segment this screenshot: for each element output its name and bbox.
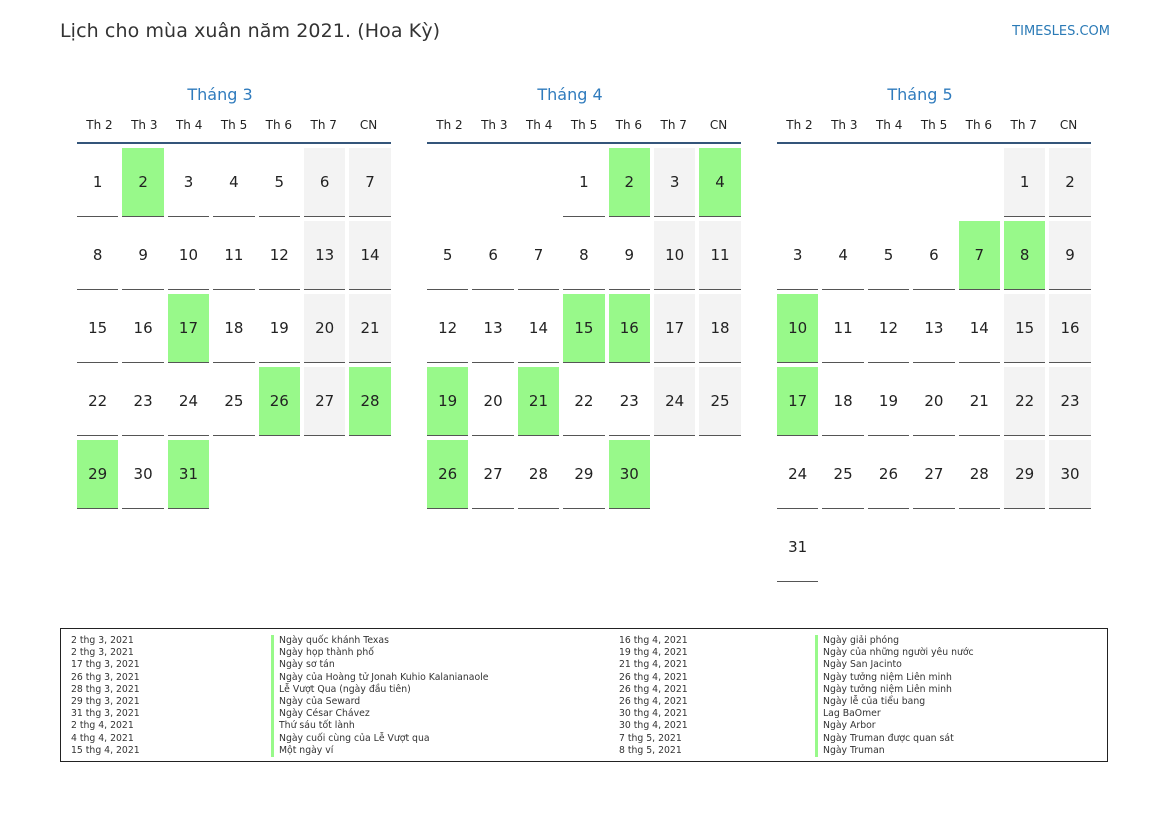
day-cell-holiday[interactable]: 10	[777, 294, 818, 363]
day-grid	[77, 148, 378, 509]
holiday-name: Ngày San Jacinto	[815, 659, 974, 671]
day-cell[interactable]: 10	[168, 221, 209, 290]
weekday-header	[427, 108, 741, 144]
day-cell[interactable]: 24	[654, 367, 695, 436]
holiday-name: Ngày quốc khánh Texas	[271, 635, 488, 647]
month-title: Tháng 3	[187, 85, 253, 104]
holiday-date: 17 thg 3, 2021	[71, 659, 140, 671]
day-cell[interactable]: 6	[472, 221, 513, 290]
day-cell[interactable]: 14	[959, 294, 1000, 363]
day-cell[interactable]: 20	[472, 367, 513, 436]
holiday-name: Ngày của Seward	[271, 696, 488, 708]
holiday-date: 26 thg 3, 2021	[71, 671, 140, 683]
weekday-label: Th 3	[131, 118, 158, 132]
day-cell[interactable]: 7	[518, 221, 559, 290]
holiday-dates-right	[619, 635, 688, 757]
day-cell[interactable]: 29	[563, 440, 604, 509]
day-cell-holiday[interactable]: 4	[699, 148, 740, 217]
holiday-name: Ngày tưởng niệm Liên minh	[815, 684, 974, 696]
day-cell[interactable]: 6	[913, 221, 954, 290]
holiday-date: 21 thg 4, 2021	[619, 659, 688, 671]
day-cell[interactable]: 1	[1004, 148, 1045, 217]
month-march	[60, 82, 378, 509]
day-cell[interactable]: 5	[427, 221, 468, 290]
empty-cell	[959, 148, 1000, 217]
day-cell[interactable]: 8	[563, 221, 604, 290]
weekday-label: Th 6	[615, 118, 643, 132]
day-cell-holiday[interactable]: 31	[168, 440, 209, 509]
weekday-label: CN	[709, 118, 728, 132]
day-cell[interactable]: 9	[122, 221, 163, 290]
empty-cell	[518, 148, 559, 217]
day-cell[interactable]: 22	[563, 367, 604, 436]
day-cell[interactable]: 6	[304, 148, 345, 217]
weekday-label: Th 6	[265, 118, 293, 132]
day-cell[interactable]: 30	[1049, 440, 1090, 509]
month-may	[760, 82, 1078, 582]
day-cell[interactable]: 11	[699, 221, 740, 290]
day-cell[interactable]: 25	[822, 440, 863, 509]
holiday-name: Ngày của Hoàng tử Jonah Kuhio Kalanianaole	[271, 672, 488, 684]
weekday-label: Th 7	[1010, 118, 1037, 132]
holiday-name: Ngày họp thành phố	[271, 647, 488, 659]
day-cell-holiday[interactable]: 7	[959, 221, 1000, 290]
day-cell[interactable]: 9	[1049, 221, 1090, 290]
day-cell-holiday[interactable]: 8	[1004, 221, 1045, 290]
day-cell[interactable]: 3	[168, 148, 209, 217]
day-cell-holiday[interactable]: 2	[122, 148, 163, 217]
day-cell[interactable]: 13	[304, 221, 345, 290]
day-cell[interactable]: 21	[349, 294, 390, 363]
day-cell[interactable]: 2	[1049, 148, 1090, 217]
holiday-date: 15 thg 4, 2021	[71, 744, 140, 756]
weekday-label: Th 5	[220, 118, 248, 132]
holiday-date: 19 thg 4, 2021	[619, 647, 688, 659]
weekday-label: Th 5	[570, 118, 598, 132]
day-cell[interactable]: 27	[472, 440, 513, 509]
weekday-label: Th 2	[786, 118, 813, 132]
day-cell[interactable]: 29	[1004, 440, 1045, 509]
holiday-names-right	[815, 635, 974, 757]
empty-cell	[777, 148, 818, 217]
day-cell[interactable]: 7	[349, 148, 390, 217]
day-cell[interactable]: 15	[77, 294, 118, 363]
day-cell[interactable]: 25	[699, 367, 740, 436]
day-cell[interactable]: 14	[518, 294, 559, 363]
holiday-date: 16 thg 4, 2021	[619, 635, 688, 646]
empty-cell	[868, 148, 909, 217]
day-cell[interactable]: 27	[913, 440, 954, 509]
day-cell[interactable]: 25	[213, 367, 254, 436]
day-cell[interactable]: 22	[77, 367, 118, 436]
holiday-name: Ngày Arbor	[815, 720, 974, 732]
day-cell-holiday[interactable]: 29	[77, 440, 118, 509]
day-cell[interactable]: 12	[868, 294, 909, 363]
day-cell[interactable]: 18	[822, 367, 863, 436]
day-cell[interactable]: 4	[213, 148, 254, 217]
day-cell[interactable]: 23	[1049, 367, 1090, 436]
day-cell-holiday[interactable]: 21	[518, 367, 559, 436]
day-cell[interactable]: 28	[959, 440, 1000, 509]
day-cell-holiday[interactable]: 16	[609, 294, 650, 363]
holiday-date: 30 thg 4, 2021	[619, 720, 688, 732]
weekday-label: Th 7	[310, 118, 337, 132]
day-cell[interactable]: 15	[1004, 294, 1045, 363]
day-cell[interactable]: 23	[609, 367, 650, 436]
day-cell[interactable]: 22	[1004, 367, 1045, 436]
holiday-name: Ngày sơ tán	[271, 659, 488, 671]
day-cell[interactable]: 27	[304, 367, 345, 436]
weekday-label: Th 3	[831, 118, 858, 132]
day-cell[interactable]: 31	[777, 513, 818, 582]
day-cell-holiday[interactable]: 2	[609, 148, 650, 217]
day-cell[interactable]: 21	[959, 367, 1000, 436]
day-cell[interactable]: 11	[822, 294, 863, 363]
day-cell[interactable]: 19	[259, 294, 300, 363]
holiday-name: Ngày tưởng niệm Liên minh	[815, 672, 974, 684]
day-grid	[427, 148, 728, 509]
holiday-list	[60, 628, 1108, 762]
day-cell[interactable]: 24	[777, 440, 818, 509]
day-cell[interactable]: 9	[609, 221, 650, 290]
holiday-date: 2 thg 3, 2021	[71, 647, 134, 659]
day-cell[interactable]: 16	[122, 294, 163, 363]
holiday-name: Ngày giải phóng	[815, 635, 974, 647]
holiday-dates-left	[71, 635, 140, 757]
page-title: Lịch cho mùa xuân năm 2021. (Hoa Kỳ)	[60, 20, 441, 42]
holiday-date: 28 thg 3, 2021	[71, 683, 140, 695]
day-cell[interactable]: 19	[868, 367, 909, 436]
holiday-name: Thứ sáu tốt lành	[271, 720, 488, 732]
holiday-date: 26 thg 4, 2021	[619, 695, 688, 707]
day-cell[interactable]: 23	[122, 367, 163, 436]
weekday-label: Th 4	[525, 118, 553, 132]
holiday-name: Ngày cuối cùng của Lễ Vượt qua	[271, 733, 488, 745]
day-cell[interactable]: 20	[913, 367, 954, 436]
holiday-date: 26 thg 4, 2021	[619, 683, 688, 695]
holiday-date: 29 thg 3, 2021	[71, 695, 140, 707]
holiday-names-left	[271, 635, 488, 757]
weekday-label: Th 6	[965, 118, 993, 132]
month-april	[410, 82, 728, 509]
holiday-name: Ngày lễ của tiểu bang	[815, 696, 974, 708]
day-cell[interactable]: 8	[77, 221, 118, 290]
month-title: Tháng 4	[537, 85, 603, 104]
day-grid	[777, 148, 1078, 582]
empty-cell	[472, 148, 513, 217]
holiday-date: 31 thg 3, 2021	[71, 708, 140, 720]
day-cell[interactable]: 16	[1049, 294, 1090, 363]
day-cell[interactable]: 12	[259, 221, 300, 290]
holiday-name: Lễ Vượt Qua (ngày đầu tiên)	[271, 684, 488, 696]
holiday-name: Ngày của những người yêu nước	[815, 647, 974, 659]
holiday-date: 2 thg 3, 2021	[71, 635, 134, 646]
day-cell[interactable]: 14	[349, 221, 390, 290]
day-cell-holiday[interactable]: 17	[168, 294, 209, 363]
holiday-date: 2 thg 4, 2021	[71, 720, 134, 732]
day-cell[interactable]: 30	[122, 440, 163, 509]
day-cell[interactable]: 5	[868, 221, 909, 290]
day-cell[interactable]: 13	[913, 294, 954, 363]
day-cell[interactable]: 4	[822, 221, 863, 290]
weekday-label: Th 4	[175, 118, 203, 132]
day-cell[interactable]: 1	[77, 148, 118, 217]
day-cell[interactable]: 10	[654, 221, 695, 290]
day-cell[interactable]: 13	[472, 294, 513, 363]
day-cell-holiday[interactable]: 15	[563, 294, 604, 363]
day-cell[interactable]: 24	[168, 367, 209, 436]
day-cell[interactable]: 11	[213, 221, 254, 290]
holiday-name: Lag BaOmer	[815, 708, 974, 720]
day-cell[interactable]: 5	[259, 148, 300, 217]
day-cell[interactable]: 18	[699, 294, 740, 363]
weekday-label: Th 7	[660, 118, 687, 132]
weekday-label: Th 4	[875, 118, 903, 132]
day-cell-holiday[interactable]: 26	[259, 367, 300, 436]
day-cell-holiday[interactable]: 28	[349, 367, 390, 436]
empty-cell	[822, 148, 863, 217]
weekday-label: Th 2	[86, 118, 113, 132]
day-cell-holiday[interactable]: 19	[427, 367, 468, 436]
day-cell[interactable]: 3	[777, 221, 818, 290]
weekday-label: CN	[1059, 118, 1078, 132]
holiday-date: 26 thg 4, 2021	[619, 671, 688, 683]
day-cell-holiday[interactable]: 30	[609, 440, 650, 509]
holiday-date: 30 thg 4, 2021	[619, 708, 688, 720]
holiday-date: 7 thg 5, 2021	[619, 732, 682, 744]
weekday-header	[77, 108, 391, 144]
weekday-label: Th 3	[481, 118, 508, 132]
holiday-name: Ngày Truman	[815, 745, 974, 757]
day-cell[interactable]: 18	[213, 294, 254, 363]
day-cell[interactable]: 17	[654, 294, 695, 363]
day-cell[interactable]: 1	[563, 148, 604, 217]
day-cell-holiday[interactable]: 26	[427, 440, 468, 509]
holiday-date: 4 thg 4, 2021	[71, 732, 134, 744]
weekday-label: CN	[359, 118, 378, 132]
empty-cell	[913, 148, 954, 217]
holiday-date: 8 thg 5, 2021	[619, 744, 682, 756]
day-cell-holiday[interactable]: 17	[777, 367, 818, 436]
day-cell[interactable]: 12	[427, 294, 468, 363]
day-cell[interactable]: 26	[868, 440, 909, 509]
holiday-name: Ngày César Chávez	[271, 708, 488, 720]
day-cell[interactable]: 3	[654, 148, 695, 217]
weekday-header	[777, 108, 1091, 144]
day-cell[interactable]: 28	[518, 440, 559, 509]
day-cell[interactable]: 20	[304, 294, 345, 363]
weekday-label: Th 5	[920, 118, 948, 132]
month-title: Tháng 5	[887, 85, 953, 104]
weekday-label: Th 2	[436, 118, 463, 132]
holiday-name: Một ngày ví	[271, 745, 488, 757]
site-link[interactable]: TIMESLES.COM	[1012, 24, 1110, 39]
empty-cell	[427, 148, 468, 217]
holiday-name: Ngày Truman được quan sát	[815, 733, 974, 745]
